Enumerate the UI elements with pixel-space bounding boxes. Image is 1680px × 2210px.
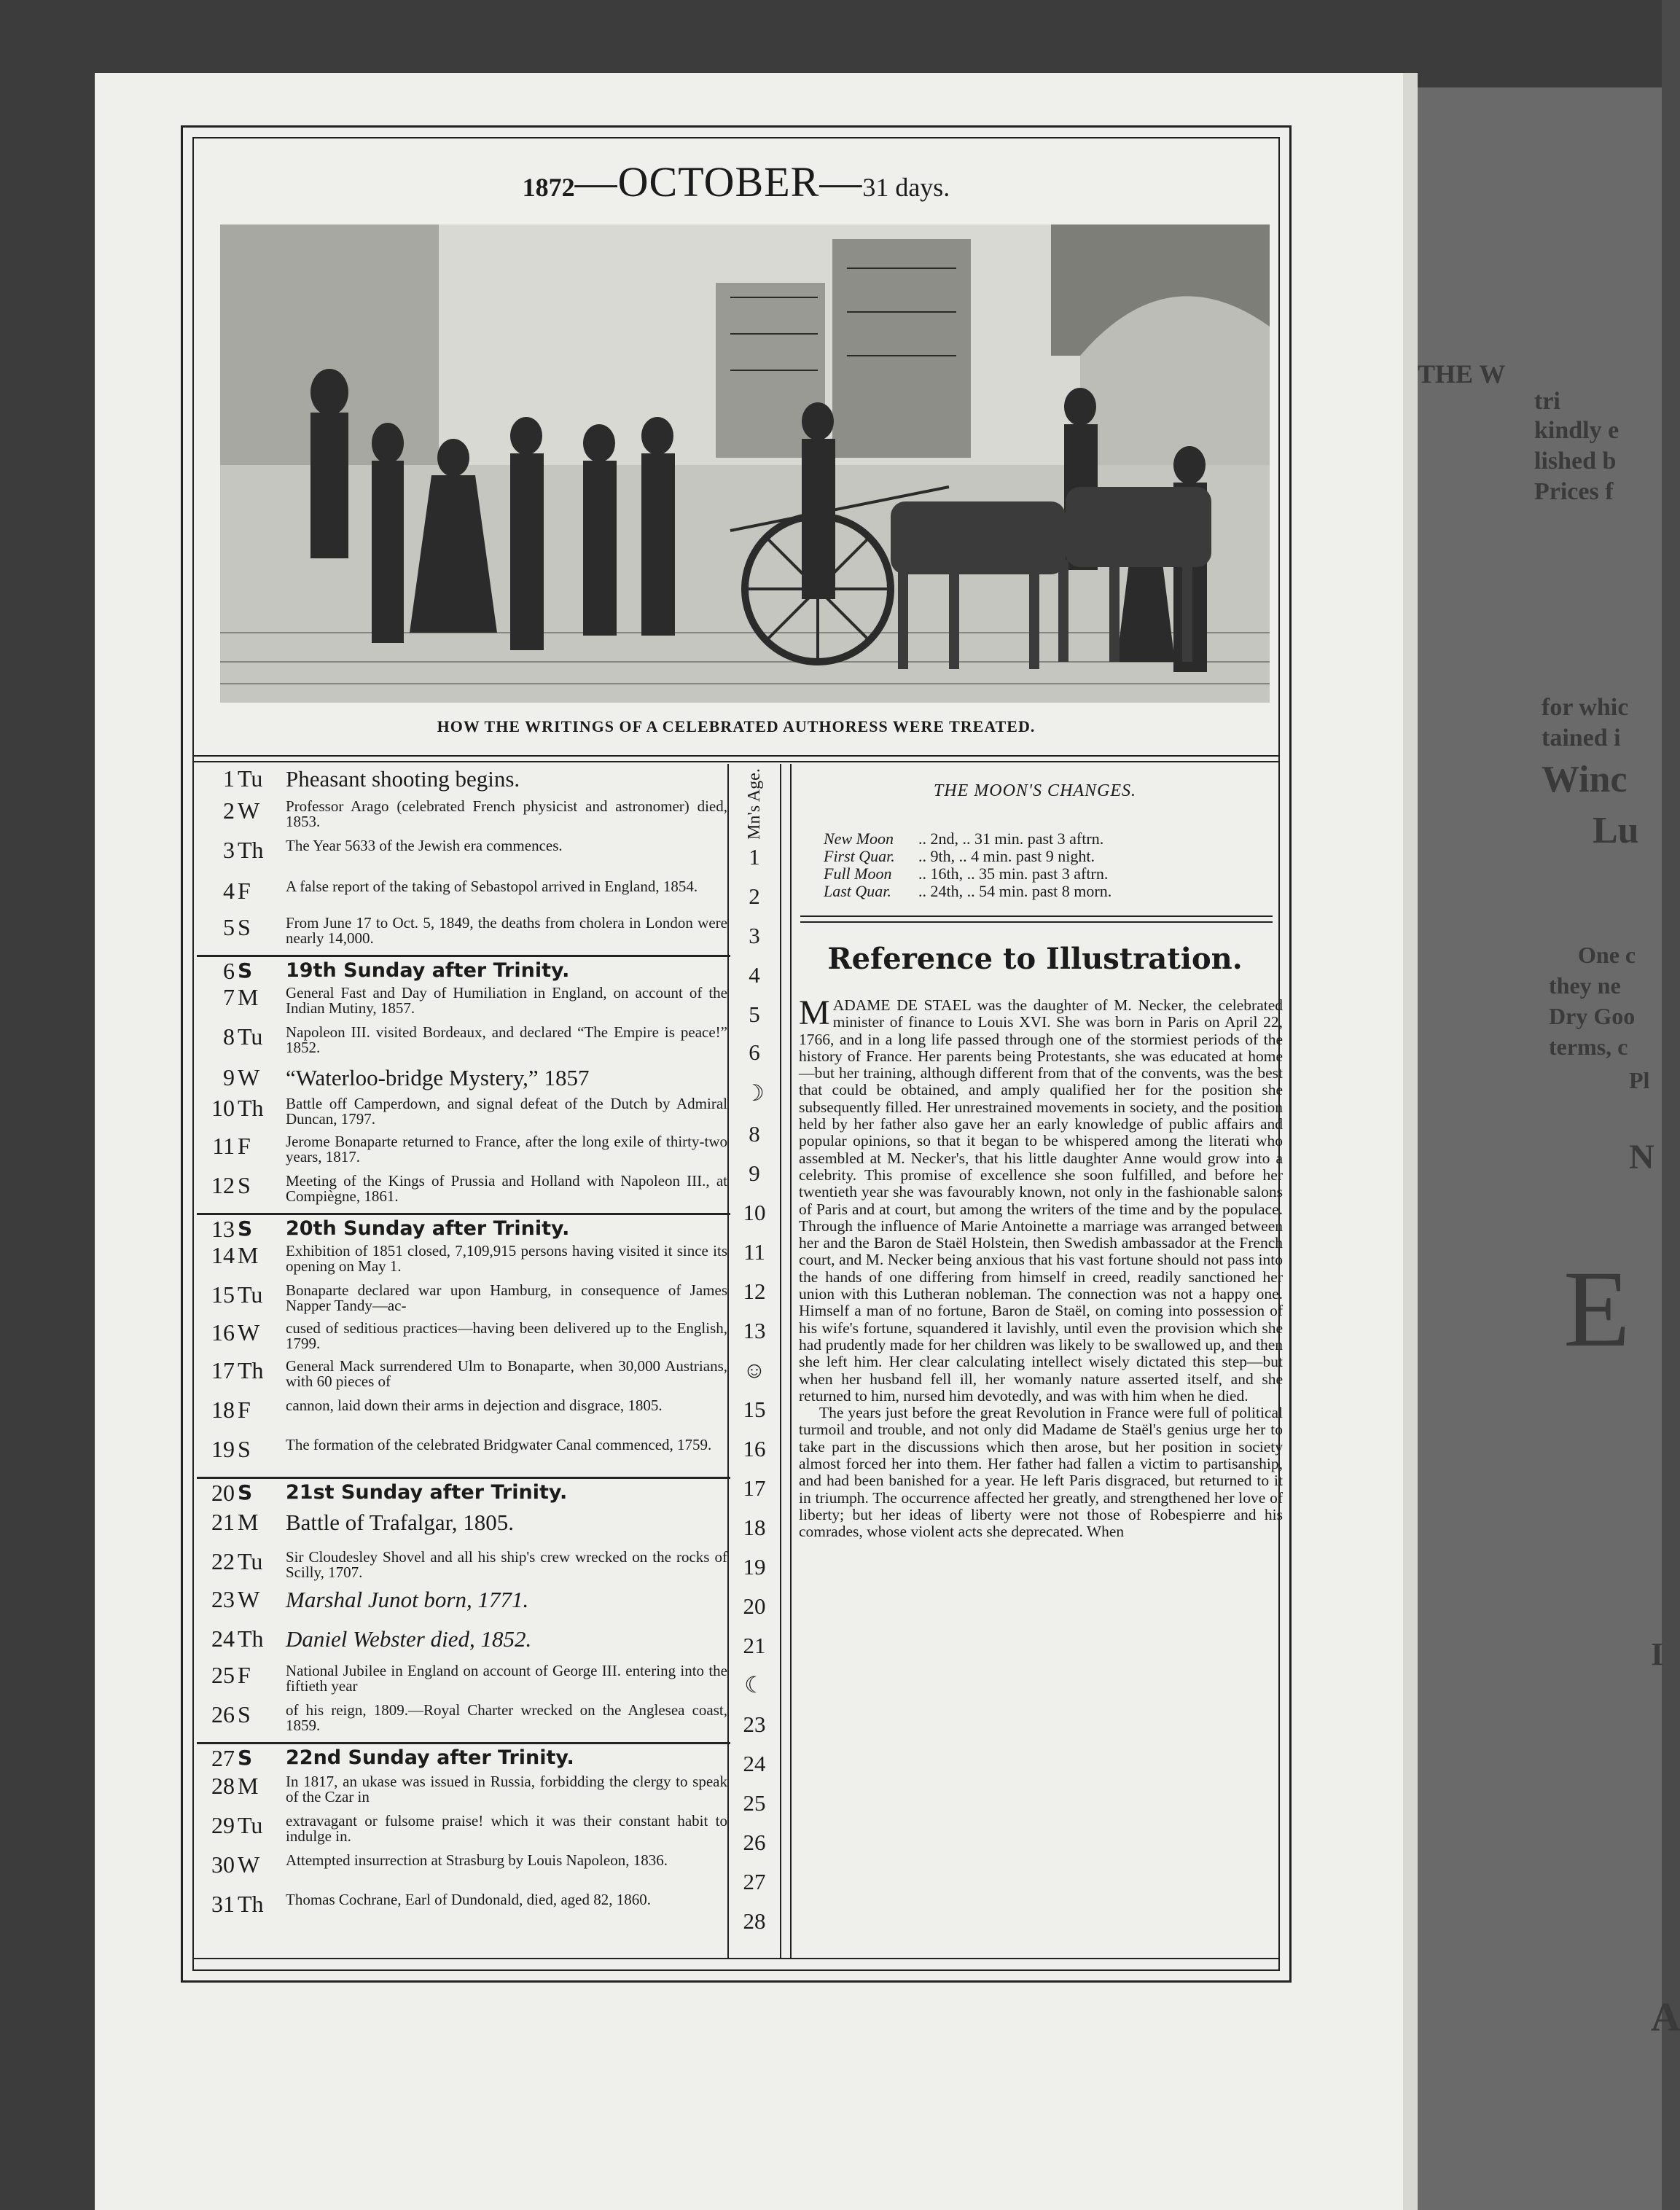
week-separator bbox=[197, 1213, 730, 1215]
adjacent-line: A bbox=[1651, 1995, 1680, 2040]
day-number: 30 bbox=[211, 1851, 235, 1878]
engraving-illustration bbox=[220, 224, 1270, 703]
event-text: Attempted insurrection at Strasburg by Louis Napoleon, 1836. bbox=[286, 1851, 668, 1869]
moon-time: .. 31 min. past 3 aftrn. bbox=[962, 829, 1104, 848]
weekday: S bbox=[238, 1746, 253, 1770]
day-number: 2 bbox=[223, 797, 235, 824]
day-number: 3 bbox=[223, 837, 235, 863]
moon-time: .. 54 min. past 8 morn. bbox=[966, 882, 1112, 900]
weekday: S bbox=[238, 1701, 251, 1727]
day-number: 1 bbox=[223, 765, 235, 792]
day-number: 10 bbox=[211, 1095, 235, 1121]
day-number: 28 bbox=[211, 1773, 235, 1799]
adjacent-line: THE W bbox=[1418, 359, 1506, 388]
moon-time: .. 35 min. past 3 aftrn. bbox=[966, 864, 1109, 883]
adjacent-line: tained i bbox=[1542, 725, 1621, 751]
weekday: S bbox=[238, 958, 253, 983]
reference-text bbox=[799, 993, 1283, 1541]
moon-age: 23 bbox=[743, 1711, 766, 1737]
moon-age: 27 bbox=[743, 1869, 766, 1894]
rule bbox=[194, 761, 1278, 762]
adjacent-line: E bbox=[1563, 1249, 1630, 1370]
day-number: 19 bbox=[211, 1436, 235, 1462]
event-text: Exhibition of 1851 closed, 7,109,915 persons having visited it since its opening on May 1. bbox=[286, 1242, 727, 1275]
day-number: 26 bbox=[211, 1701, 235, 1727]
weekday: S bbox=[238, 1217, 253, 1241]
event-text: “Waterloo-bridge Mystery,” 1857 bbox=[286, 1065, 590, 1090]
moon-age: 8 bbox=[749, 1121, 760, 1147]
rule bbox=[194, 1958, 1278, 1959]
event-text: Meeting of the Kings of Prussia and Holland with Napoleon III., at Compiègne, 1861. bbox=[286, 1172, 727, 1205]
adjacent-line: Pl bbox=[1629, 1067, 1650, 1093]
moon-age: 19 bbox=[743, 1554, 766, 1580]
adjacent-line: Prices f bbox=[1534, 478, 1614, 505]
weekday: Th bbox=[238, 1357, 264, 1383]
event-text: Pheasant shooting begins. bbox=[286, 766, 520, 792]
illustration-caption: HOW THE WRITINGS OF A CELEBRATED AUTHORESS WERE TREATED. bbox=[437, 717, 1036, 735]
moon-age: 1 bbox=[749, 844, 760, 870]
week-separator bbox=[197, 1742, 730, 1744]
day-number: 31 bbox=[211, 1891, 235, 1917]
moon-age: 3 bbox=[749, 923, 760, 948]
day-number: 16 bbox=[211, 1319, 235, 1346]
adjacent-line: tri bbox=[1534, 388, 1560, 415]
event-text: Daniel Webster died, 1852. bbox=[286, 1626, 532, 1652]
moon-date: .. 9th, bbox=[918, 847, 959, 865]
moon-age: 16 bbox=[743, 1436, 766, 1461]
day-number: 17 bbox=[211, 1357, 235, 1383]
day-number: 14 bbox=[211, 1242, 235, 1268]
adjacent-line: kindly e bbox=[1534, 417, 1620, 444]
moon-date: .. 24th, bbox=[918, 882, 967, 900]
adjacent-line: Dry Goo bbox=[1549, 1003, 1636, 1029]
event-text: cannon, laid down their arms in dejection and disgrace, 1805. bbox=[286, 1397, 663, 1414]
weekday: Tu bbox=[238, 1812, 263, 1838]
event-text: In 1817, an ukase was issued in Russia, forbidding the clergy to speak of the Czar in bbox=[286, 1773, 727, 1805]
weekday: Th bbox=[238, 1095, 264, 1121]
moon-date: .. 16th, bbox=[918, 864, 967, 883]
reference-paragraph: The years just before the great Revolution in France were full of political turmoil and trouble, and not only did Madame de Staël's genius urge her to take part in the discussions which then arose, but her position in society almost forced her into them. Her father had fallen a victim to partisanship, and had been banished for a year. He left Paris disgraced, but returned to it in triumph. The occurrence affected her greatly, and strengthened her love of liberty; but her ideas of liberty were not those of Robespierre and his comrades, whose violent acts she deprecated. When bbox=[799, 1404, 1283, 1541]
event-text: Sir Cloudesley Shovel and all his ship's crew wrecked on the rocks of Scilly, 1707. bbox=[286, 1548, 727, 1581]
moon-age: 9 bbox=[749, 1160, 760, 1186]
moon-phase: New Moon bbox=[824, 829, 894, 848]
weekday: M bbox=[238, 984, 259, 1010]
weekday: M bbox=[238, 1242, 259, 1268]
day-number: 21 bbox=[211, 1509, 235, 1535]
rule bbox=[800, 921, 1273, 923]
moon-age: 21 bbox=[743, 1633, 766, 1658]
moon-age: 4 bbox=[749, 962, 760, 988]
event-text: 19th Sunday after Trinity. bbox=[286, 959, 570, 982]
moon-age: 15 bbox=[743, 1397, 766, 1422]
moon-phase-row bbox=[824, 848, 1275, 864]
adjacent-line: Winc bbox=[1542, 759, 1628, 800]
adjacent-line: One c bbox=[1578, 942, 1636, 968]
weekday: Tu bbox=[238, 1023, 263, 1050]
event-text: extravagant or fulsome praise! which it was their constant habit to indulge in. bbox=[286, 1812, 727, 1845]
moon-age: 26 bbox=[743, 1830, 766, 1855]
event-text: of his reign, 1809.—Royal Charter wrecked on the Anglesea coast, 1859. bbox=[286, 1701, 727, 1734]
weekday: F bbox=[238, 1397, 251, 1423]
rule bbox=[194, 755, 1278, 757]
event-text: Jerome Bonaparte returned to France, after the long exile of thirty-two years, 1817. bbox=[286, 1133, 727, 1165]
weekday: S bbox=[238, 1480, 253, 1504]
day-number: 23 bbox=[211, 1586, 235, 1612]
moon-age: 5 bbox=[749, 1001, 760, 1027]
moon-changes-title: THE MOON'S CHANGES. bbox=[933, 781, 1137, 800]
moon-phase-row bbox=[824, 866, 1275, 882]
moon-age: 17 bbox=[743, 1475, 766, 1501]
adjacent-line: they ne bbox=[1549, 972, 1621, 999]
day-number: 11 bbox=[212, 1133, 235, 1159]
event-text: General Fast and Day of Humiliation in England, on account of the Indian Mutiny, 1857. bbox=[286, 984, 727, 1017]
adjacent-line: lished b bbox=[1534, 448, 1617, 475]
moon-age: ☾ bbox=[744, 1672, 765, 1698]
weekday: Tu bbox=[238, 765, 263, 792]
moon-age: 6 bbox=[749, 1039, 760, 1065]
title-month: OCTOBER bbox=[617, 158, 820, 206]
title-days: 31 days. bbox=[862, 173, 950, 202]
moon-phase-row bbox=[824, 831, 1275, 847]
weekday: F bbox=[238, 1662, 251, 1688]
weekday: Tu bbox=[238, 1548, 263, 1574]
event-text: A false report of the taking of Sebastopol arrived in England, 1854. bbox=[286, 878, 698, 895]
weekday: Th bbox=[238, 837, 264, 863]
weekday: W bbox=[238, 797, 260, 824]
day-number: 9 bbox=[223, 1064, 235, 1090]
moon-age: 2 bbox=[749, 883, 760, 909]
weekday: M bbox=[238, 1773, 259, 1799]
moon-time: .. 4 min. past 9 night. bbox=[958, 847, 1095, 865]
day-number: 24 bbox=[211, 1625, 235, 1652]
moon-age: 18 bbox=[743, 1515, 766, 1540]
reference-title: Reference to Illustration. bbox=[827, 942, 1243, 976]
event-text: Professor Arago (celebrated French physicist and astronomer) died, 1853. bbox=[286, 797, 727, 830]
day-number: 7 bbox=[223, 984, 235, 1010]
weekday: W bbox=[238, 1319, 260, 1346]
day-number: 20 bbox=[211, 1480, 235, 1506]
day-number: 12 bbox=[211, 1172, 235, 1198]
weekday: Th bbox=[238, 1891, 264, 1917]
page-edge bbox=[1403, 73, 1418, 2210]
week-separator bbox=[197, 955, 730, 957]
moon-age: 10 bbox=[743, 1200, 766, 1225]
moon-age-header: Mn's Age. bbox=[745, 768, 764, 840]
moon-age: 28 bbox=[743, 1908, 766, 1934]
event-text: National Jubilee in England on account of George III. entering into the fiftieth year bbox=[286, 1662, 727, 1695]
weekday: F bbox=[238, 878, 251, 904]
weekday: F bbox=[238, 1133, 251, 1159]
day-number: 15 bbox=[211, 1281, 235, 1308]
event-text: 22nd Sunday after Trinity. bbox=[286, 1746, 574, 1769]
event-text: 21st Sunday after Trinity. bbox=[286, 1481, 568, 1504]
rule bbox=[800, 915, 1273, 917]
day-number: 27 bbox=[211, 1745, 235, 1771]
weekday: M bbox=[238, 1509, 259, 1535]
weekday: S bbox=[238, 1436, 251, 1462]
moon-age: 12 bbox=[743, 1278, 766, 1304]
weekday: Th bbox=[238, 1625, 264, 1652]
day-number: 13 bbox=[211, 1216, 235, 1242]
moon-age: 13 bbox=[743, 1318, 766, 1343]
weekday: W bbox=[238, 1586, 260, 1612]
weekday: Tu bbox=[238, 1281, 263, 1308]
weekday: W bbox=[238, 1851, 260, 1878]
moon-date: .. 2nd, bbox=[918, 829, 963, 848]
day-number: 8 bbox=[223, 1023, 235, 1050]
moon-phase: Full Moon bbox=[824, 864, 892, 883]
drop-cap: M bbox=[799, 993, 830, 1032]
event-text: Bonaparte declared war upon Hamburg, in consequence of James Napper Tandy—ac- bbox=[286, 1281, 727, 1314]
weekday: S bbox=[238, 1172, 251, 1198]
weekday: S bbox=[238, 914, 251, 940]
weekday: W bbox=[238, 1064, 260, 1090]
event-text: General Mack surrendered Ulm to Bonaparte, when 30,000 Austrians, with 60 pieces of bbox=[286, 1357, 727, 1390]
week-separator bbox=[197, 1477, 730, 1479]
moon-age: 25 bbox=[743, 1790, 766, 1816]
event-text: Battle of Trafalgar, 1805. bbox=[286, 1510, 515, 1535]
event-text: The formation of the celebrated Bridgwater Canal commenced, 1759. bbox=[286, 1436, 712, 1453]
moon-age: 11 bbox=[743, 1239, 765, 1265]
moon-age: ☽ bbox=[744, 1080, 765, 1106]
day-number: 4 bbox=[223, 878, 235, 904]
moon-age: 20 bbox=[743, 1593, 766, 1619]
event-text: Battle off Camperdown, and signal defeat of the Dutch by Admiral Duncan, 1797. bbox=[286, 1095, 727, 1128]
event-text: 20th Sunday after Trinity. bbox=[286, 1217, 570, 1240]
moon-phase: First Quar. bbox=[824, 847, 895, 865]
adjacent-line: terms, c bbox=[1549, 1034, 1628, 1060]
day-number: 29 bbox=[211, 1812, 235, 1838]
day-number: 22 bbox=[211, 1548, 235, 1574]
event-text: The Year 5633 of the Jewish era commences. bbox=[286, 837, 563, 854]
page-title: 1872—OCTOBER—31 days. bbox=[522, 158, 950, 206]
column-rule bbox=[790, 764, 792, 1958]
day-number: 5 bbox=[223, 914, 235, 940]
event-text: From June 17 to Oct. 5, 1849, the deaths from cholera in London were nearly 14,000. bbox=[286, 914, 727, 947]
adjacent-line: I bbox=[1651, 1636, 1664, 1672]
adjacent-line: Lu bbox=[1593, 810, 1639, 851]
reference-paragraph: ADAME DE STAEL was the daughter of M. Necker, the celebrated minister of finance to Louis XVI. She was born in Paris on April 22, 1766, and in a long life passed through one of the stormiest periods of the history of France. Her parents being Protestants, she was educated at home—but her training, although different from that of the convents, was the best that could be obtained, and amply qualified her for the position she subsequently filled. Her unrestrained movements in society, and the position held by her father also gave her an early knowledge of public affairs and popular opinions, so that it began to be whispered among the literati who assembled at M. Necker's, that his little daughter Anne would grow into a celebrity. This promise of excellence she soon fulfilled, and before her twentieth year she was favourably known, not only in the fashionable salons of Paris and at court, but among the writers of the time and by the populace. Through the influence of Marie Antoinette a marriage was arranged between her and the Baron de Staël Holstein, then Swedish ambassador at the French court, and M. Necker being anxious that his vast fortune should not pass into the hands of one differing from himself in creed, readily sanctioned her union with this Lutheran nobleman. The connection was not a happy one. Himself a man of no fortune, Baron de Staël, on coming into possession of his wife's fortune, squandered it lavishly, until even the provision which she had prudently made for her children was likely to be swallowed up, and then she left him. Her clear calculating intellect wisely dictated this step—but when her husband fell ill, her womanly nature asserted itself, and she returned to him, nursed him devotedly, and was with him when he died. bbox=[799, 996, 1283, 1405]
event-text: cused of seditious practices—having been delivered up to the English, 1799. bbox=[286, 1319, 727, 1352]
moon-age: ☺ bbox=[743, 1357, 766, 1383]
moon-phase: Last Quar. bbox=[824, 882, 891, 900]
event-text: Napoleon III. visited Bordeaux, and declared “The Empire is peace!” 1852. bbox=[286, 1023, 727, 1056]
event-text: Marshal Junot born, 1771. bbox=[286, 1587, 529, 1612]
moon-phase-row bbox=[824, 883, 1275, 899]
adjacent-page bbox=[1418, 87, 1680, 2210]
column-rule bbox=[780, 764, 781, 1958]
adjacent-line: N bbox=[1629, 1138, 1654, 1176]
adjacent-line: for whic bbox=[1542, 694, 1629, 721]
moon-age: 24 bbox=[743, 1751, 766, 1776]
day-number: 25 bbox=[211, 1662, 235, 1688]
day-number: 6 bbox=[223, 958, 235, 984]
day-number: 18 bbox=[211, 1397, 235, 1423]
event-text: Thomas Cochrane, Earl of Dundonald, died, aged 82, 1860. bbox=[286, 1891, 651, 1908]
title-year: 1872 bbox=[522, 173, 575, 202]
